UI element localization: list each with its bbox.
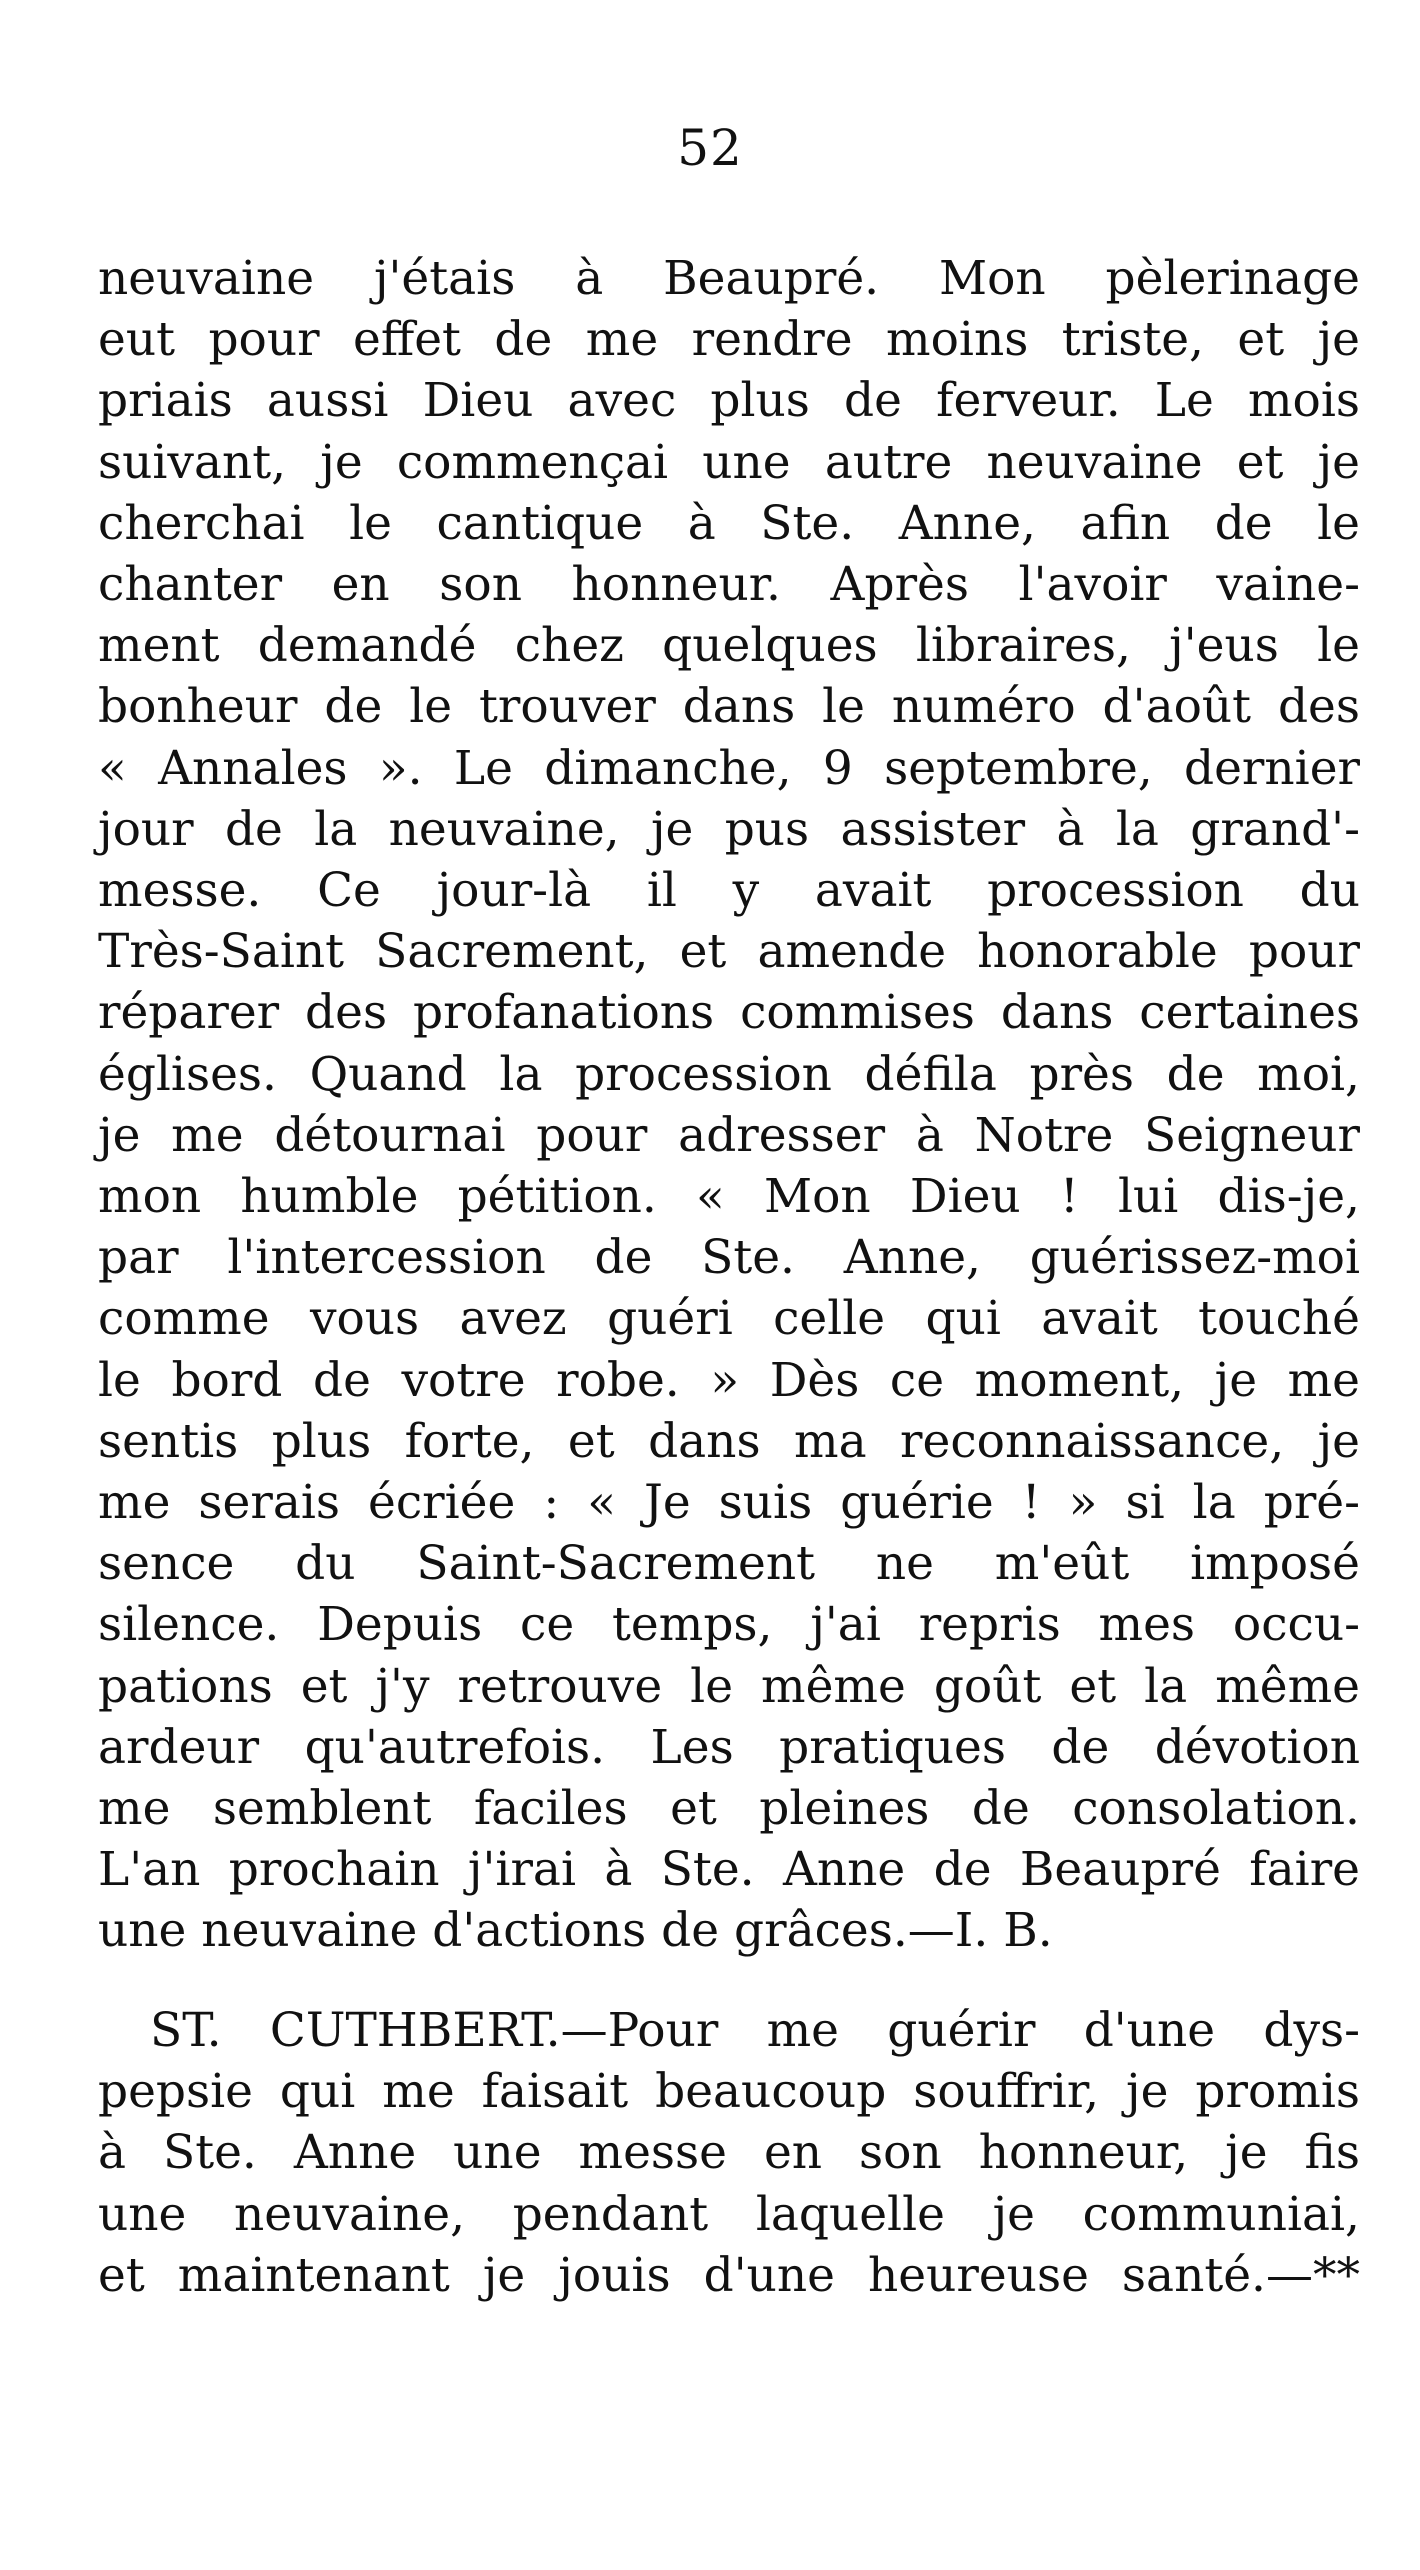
text-line: églises. Quand la procession défila près de moi,: [98, 1046, 1360, 1102]
text-line: une neuvaine d'actions de grâces.—I. B.: [98, 1903, 1053, 1959]
text-line: me semblent faciles et pleines de consolation.: [98, 1781, 1360, 1837]
text-line: comme vous avez guéri celle qui avait touché: [98, 1291, 1360, 1347]
text-line: messe. Ce jour-là il y avait procession du: [98, 863, 1360, 919]
paragraph-st-cuthbert: [98, 2000, 1360, 2306]
page-number: 52: [677, 119, 743, 177]
text-line: ST. CUTHBERT.—Pour me guérir d'une dys-: [150, 2003, 1360, 2058]
text-line: à Ste. Anne une messe en son honneur, je fis: [98, 2125, 1360, 2181]
text-line: bonheur de le trouver dans le numéro d'août des: [98, 679, 1360, 735]
text-line: me serais écriée : « Je suis guérie ! » si la pré-: [98, 1475, 1360, 1531]
text-line: une neuvaine, pendant laquelle je communiai,: [98, 2186, 1360, 2242]
paragraph-testimony-ib: [98, 248, 1360, 1962]
text-line: eut pour effet de me rendre moins triste, et je: [98, 312, 1360, 368]
text-line: ardeur qu'autrefois. Les pratiques de dévotion: [98, 1719, 1360, 1775]
text-line: sence du Saint-Sacrement ne m'eût imposé: [98, 1536, 1360, 1592]
text-line: L'an prochain j'irai à Ste. Anne de Beaupré faire: [98, 1842, 1360, 1898]
text-line: ment demandé chez quelques libraires, j'eus le: [98, 618, 1360, 674]
text-line: par l'intercession de Ste. Anne, guérissez-moi: [98, 1230, 1360, 1286]
text-line: suivant, je commençai une autre neuvaine et je: [98, 434, 1360, 490]
text-line: cherchai le cantique à Ste. Anne, afin de le: [98, 495, 1360, 551]
text-line: jour de la neuvaine, je pus assister à la grand'-: [98, 801, 1360, 857]
text-line: mon humble pétition. « Mon Dieu ! lui dis-je,: [98, 1169, 1360, 1225]
text-line: pations et j'y retrouve le même goût et la même: [98, 1658, 1360, 1714]
text-line: sentis plus forte, et dans ma reconnaissance, je: [98, 1413, 1360, 1469]
text-line: « Annales ». Le dimanche, 9 septembre, dernier: [98, 740, 1360, 796]
text-line: et maintenant je jouis d'une heureuse santé.—**: [98, 2247, 1360, 2303]
text-line: priais aussi Dieu avec plus de ferveur. Le mois: [98, 373, 1360, 429]
text-line: réparer des profanations commises dans certaines: [98, 985, 1360, 1041]
text-line: pepsie qui me faisait beaucoup souffrir, je promis: [98, 2064, 1360, 2120]
text-line: chanter en son honneur. Après l'avoir vaine-: [98, 557, 1360, 613]
text-line: neuvaine j'étais à Beaupré. Mon pèlerinage: [98, 251, 1360, 306]
text-line: je me détournai pour adresser à Notre Seigneur: [98, 1107, 1360, 1163]
text-line: le bord de votre robe. » Dès ce moment, je me: [98, 1352, 1360, 1408]
text-line: silence. Depuis ce temps, j'ai repris mes occu-: [98, 1597, 1360, 1653]
text-line: Très-Saint Sacrement, et amende honorable pour: [98, 924, 1360, 980]
